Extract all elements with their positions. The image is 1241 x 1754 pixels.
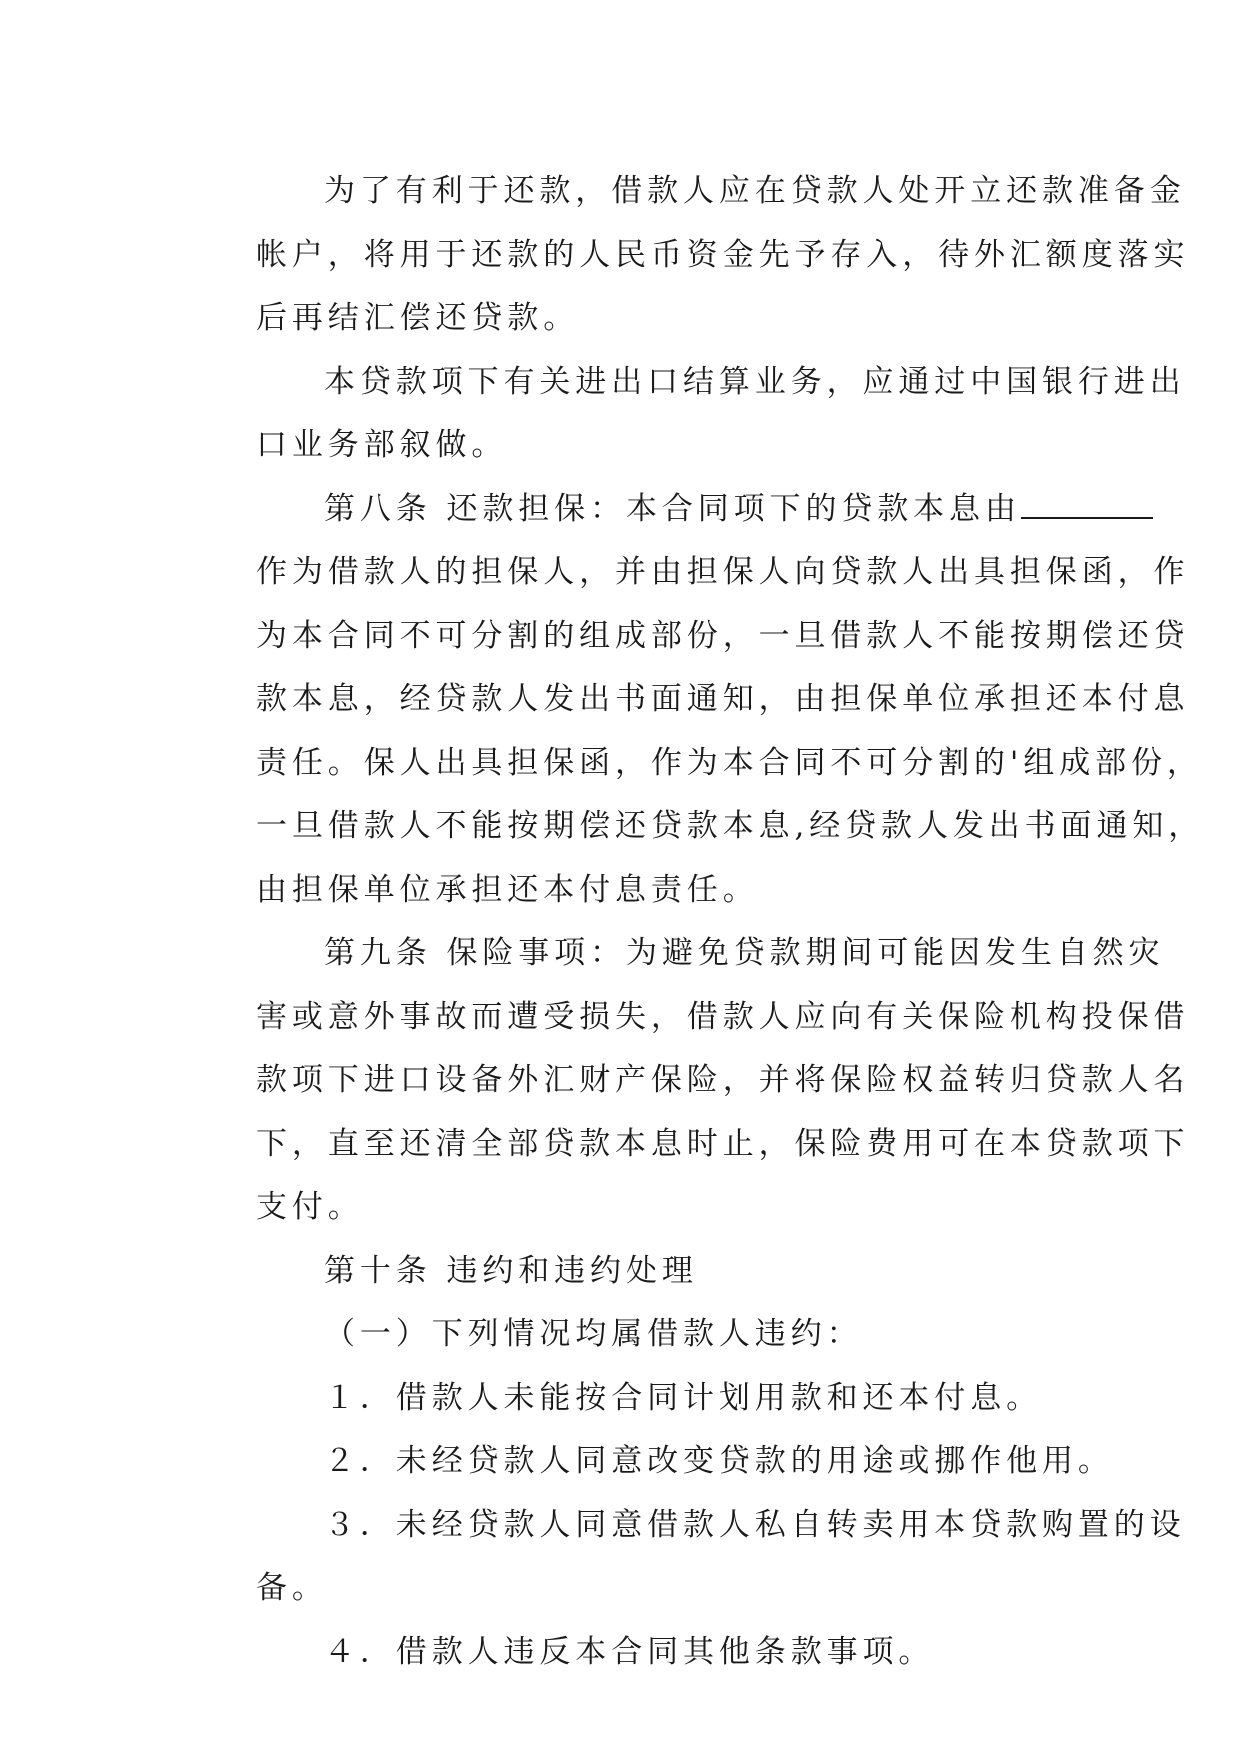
text-line: 第十条 违约和违约处理 <box>324 1252 698 1289</box>
text-line <box>188 478 1068 542</box>
list-item-default-2 <box>188 1430 1114 1494</box>
paragraph-default-intro <box>188 1303 1068 1367</box>
text-line: 后再结汇偿还贷款。 <box>256 300 580 336</box>
text-line: 为了有利于还款，借款人应在贷款人处开立还款准备金 <box>324 173 1186 209</box>
list-item-default-1 <box>188 1367 1068 1431</box>
text-line: 下，直至还清全部贷款本息时止，保险费用可在本贷款项下 <box>256 1125 1190 1162</box>
text-line: 害或意外事故而遭受损失，借款人应向有关保险机构投保借 <box>256 998 1190 1035</box>
text-line: １．借款人未能按合同计划用款和还本付息。 <box>324 1379 1042 1416</box>
list-item-default-3 <box>188 1494 1186 1621</box>
text-line: 由担保单位承担还本付息责任。 <box>256 871 759 908</box>
text-line: 本贷款项下有关进出口结算业务，应通过中国银行进出 <box>324 363 1186 400</box>
text-line: 备。 <box>256 1570 328 1606</box>
text-line: （一）下列情况均属借款人违约： <box>324 1316 863 1352</box>
text-line: ２．未经贷款人同意改变贷款的用途或挪作他用。 <box>324 1443 1114 1479</box>
text-line: 为本合同不可分割的组成部份，一旦借款人不能按期偿还贷 <box>256 617 1190 654</box>
paragraph-article-8-guarantee <box>188 478 1205 923</box>
text-line: 口业务部叙做。 <box>256 427 508 463</box>
text-line: 作为借款人的担保人，并由担保人向贷款人出具担保函，作 <box>256 554 1190 590</box>
text-line: ３．未经贷款人同意借款人私自转卖用本贷款购置的设 <box>324 1506 1186 1543</box>
text-line: 一旦借款人不能按期偿还贷款本息,经贷款人发出书面通知， <box>256 808 1205 844</box>
text-line: 款项下进口设备外汇财产保险，并将保险权益转归贷款人名 <box>256 1062 1190 1098</box>
paragraph-settlement <box>188 351 1186 478</box>
text-line: 帐户，将用于还款的人民币资金先予存入，待外汇额度落实 <box>256 236 1190 273</box>
paragraph-article-10-heading <box>188 1240 1068 1304</box>
text-line: 责任。保人出具担保函，作为本合同不可分割的'组成部份， <box>256 744 1203 781</box>
paragraph-repayment-account <box>188 160 1190 351</box>
text-line: 第九条 保险事项：为避免贷款期间可能因发生自然灾 <box>324 935 1165 971</box>
document-body <box>188 160 1205 1684</box>
list-item-default-4 <box>188 1621 1068 1685</box>
guarantor-blank-field <box>1021 491 1153 519</box>
text-line: 支付。 <box>256 1189 364 1225</box>
text-line: ４．借款人违反本合同其他条款事项。 <box>324 1633 935 1670</box>
article-8-heading-text: 第八条 还款担保：本合同项下的贷款本息由 <box>324 490 1021 527</box>
text-line: 款本息，经贷款人发出书面通知，由担保单位承担还本付息 <box>256 681 1190 717</box>
paragraph-article-9-insurance <box>188 922 1190 1240</box>
